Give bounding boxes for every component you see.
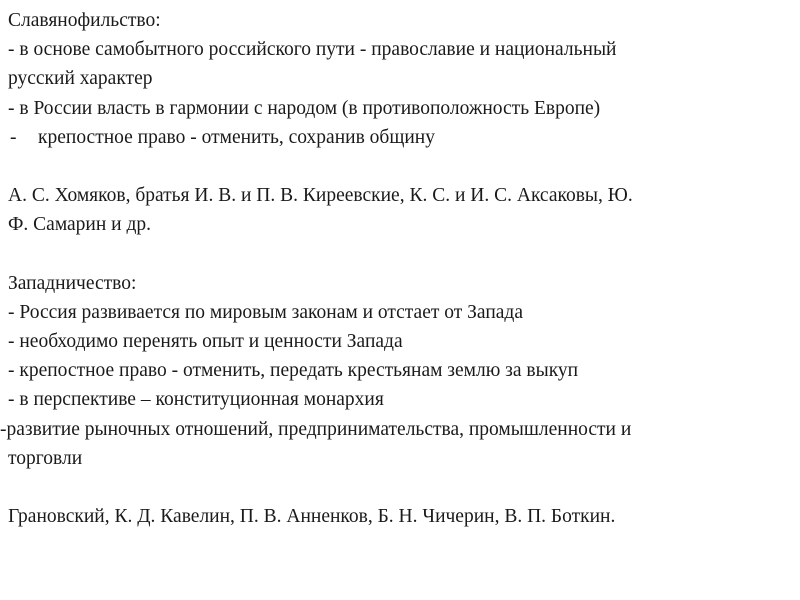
list-dash: - [10,126,17,148]
westernizers-point: - крепостное право - отменить, передать крестьянам землю за выкуп [8,360,579,382]
slavophiles-representatives-cont: Ф. Самарин и др. [8,214,152,236]
slavophiles-heading: Славянофильство: [8,10,161,31]
slavophiles-point: - в основе самобытного российского пути - православие и национальный [8,39,617,61]
spacer [8,152,794,181]
spacer [8,473,794,502]
westernizers-point: - в перспективе – конституционная монархия [8,389,384,411]
slavophiles-point: русский характер [8,68,153,90]
slide-text [0,6,794,531]
westernizers-representatives: Грановский, К. Д. Кавелин, П. В. Анненков, Б. Н. Чичерин, В. П. Боткин. [8,506,616,528]
slavophiles-serfdom-point [8,123,794,152]
slavophiles-representatives: А. С. Хомяков, братья И. В. и П. В. Киреевские, К. С. и И. С. Аксаковы, Ю. [8,185,633,207]
westernizers-market-point-cont: торговли [8,447,83,469]
westernizers-point: - Россия развивается по мировым законам и отстает от Запада [8,301,523,323]
westernizers-market-point: -развитие рыночных отношений, предпринимательства, промышленности и [0,418,632,440]
slavophiles-serfdom-text: крепостное право - отменить, сохранив общину [38,126,435,148]
spacer [8,240,794,269]
slavophiles-point: - в России власть в гармонии с народом (в противоположность Европе) [8,97,601,119]
westernizers-heading: Западничество: [8,272,137,294]
westernizers-point: - необходимо перенять опыт и ценности Запада [8,331,403,353]
